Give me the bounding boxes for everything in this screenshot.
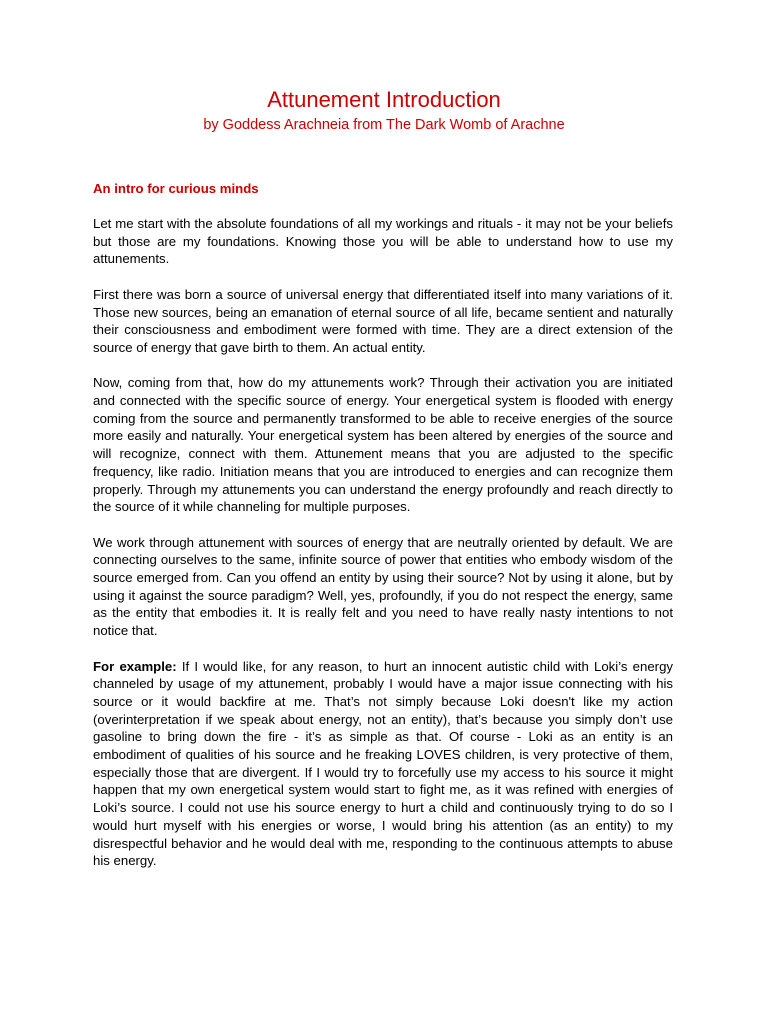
section-heading: An intro for curious minds [93,181,259,196]
example-text: If I would like, for any reason, to hurt an innocent autistic child with Loki’s energy channeled by usage of my attunement, probably I would have a major issue connecting with his source or it would backfire at me. That’s not simply because Loki doesn't like my action (overinterpretation if we speak about energy, not an entity), that’s because you simply don’t use gasoline to bring down the fire - it’s as simple as that. Of course - Loki as an entity is an embodiment of qualities of his source and he freaking LOVES children, is very protective of them, especially those that are divergent. If I would try to forcefully use my access to his source it might happen that my own energetical system would start to fight me, as it was refined with energies of Loki’s source. I could not use his source energy to hurt a child and continuously trying to do so I would hurt myself with his energies or worse, I would bring his attention (as an entity) to my disrespectful behavior and he would deal with me, responding to the continuous attempts to abuse his energy. [93,658,673,869]
paragraph-neutral-sources: We work through attunement with sources of energy that are neutrally oriented by default. We are connecting ourselves to the same, infinite source of power that entities who embody wisdom of the source emerged from. Can you offend an entity by using their source? Not by using it alone, but by using it against the source paradigm? Well, yes, profoundly, if you do not respect the energy, same as the entity that embodies it. It is really felt and you need to have really nasty intentions to not notice that. [93,534,673,639]
document-body [93,180,673,888]
paragraph-foundations: Let me start with the absolute foundations of all my workings and rituals - it may not be your beliefs but those are my foundations. Knowing those you will be able to understand how to use my attunements. [93,216,673,267]
document-title: Attunement Introduction [267,87,501,112]
example-label: For example: [93,658,177,674]
paragraph-how-attunements-work: Now, coming from that, how do my attunements work? Through their activation you are initiated and connected with the specific source of energy. Your energetical system is flooded with energy coming from the source and permanently transformed to be able to receive energies of the source more easily and naturally. Your energetical system has been altered by energies of the source and will recognize, connect with them. Attunement means that you are adjusted to the specific frequency, like radio. Initiation means that you are introduced to energies and can recognize them properly. Through my attunements you can understand the energy profoundly and reach directly to the source of it while channeling for multiple purposes. [93,375,673,515]
paragraph-example [93,658,673,870]
paragraph-universal-source: First there was born a source of universal energy that differentiated itself into many variations of it. Those new sources, being an emanation of eternal source of all life, became sentient and naturally their consciousness and embodiment were formed with time. They are a direct extension of the source of energy that gave birth to them. An actual entity. [93,286,673,355]
document-subtitle: by Goddess Arachneia from The Dark Womb of Arachne [203,117,565,133]
